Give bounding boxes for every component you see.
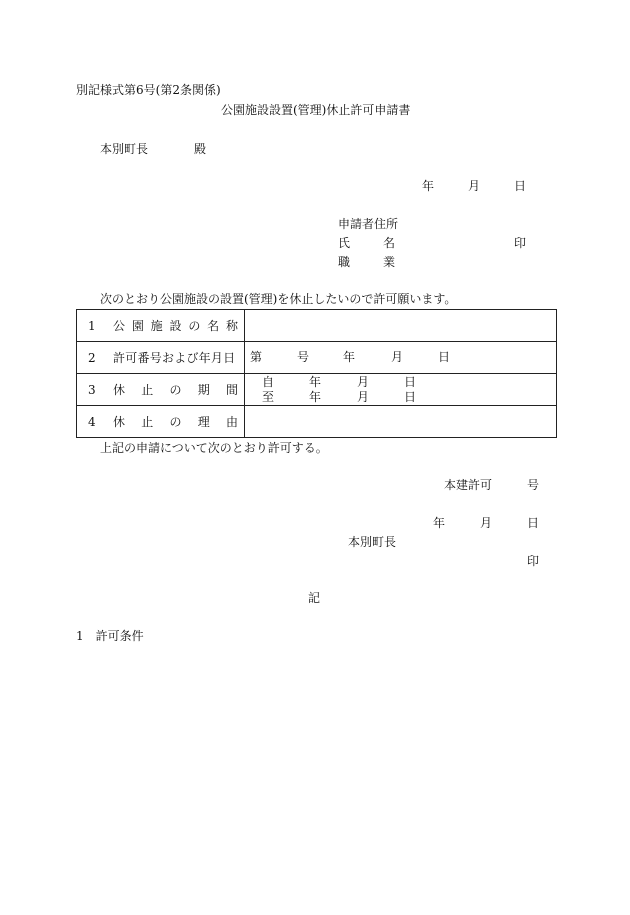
period-to-day: 日 — [404, 390, 417, 404]
period-to-month: 月 — [357, 390, 370, 404]
row-number: 4 — [88, 414, 96, 429]
label-char: 理 — [197, 414, 210, 429]
form-reference: 別記様式第6号(第2条関係) — [76, 83, 221, 97]
permit-year: 年 — [343, 350, 356, 364]
label-char: 由 — [225, 414, 238, 429]
mayor-name: 本別町長 — [348, 535, 397, 549]
label-char: 称 — [225, 318, 238, 333]
permit-go: 号 — [297, 350, 310, 364]
permit-month: 月 — [391, 350, 404, 364]
label-char: 止 — [141, 414, 154, 429]
period-from-prefix: 自 — [262, 375, 275, 389]
table-row — [77, 310, 557, 342]
label-char: 休 — [113, 414, 126, 429]
date-month: 月 — [468, 179, 481, 193]
label-char: 間 — [225, 382, 238, 397]
period-to-prefix: 至 — [262, 390, 275, 404]
approval-date-day: 日 — [527, 516, 540, 530]
row-label-text — [113, 384, 238, 396]
label-char: 名 — [207, 318, 220, 333]
mayor-seal: 印 — [527, 554, 540, 568]
approval-date-year: 年 — [433, 516, 446, 530]
addressee-name: 本別町長 — [100, 142, 149, 156]
applicant-occupation-char-2: 業 — [383, 255, 396, 269]
table-row — [77, 342, 557, 374]
row-label — [77, 406, 245, 438]
period-from-year: 年 — [309, 375, 322, 389]
applicant-address-label: 申請者住所 — [338, 217, 399, 231]
row-number: 3 — [88, 382, 96, 397]
applicant-name-char-1: 氏 — [338, 236, 351, 250]
label-char: 設 — [169, 318, 182, 333]
suspension-reason-field[interactable] — [245, 406, 557, 438]
label-char: 休 — [113, 382, 126, 397]
table-row — [77, 406, 557, 438]
permit-conditions-heading: 1 許可条件 — [76, 629, 144, 643]
table-row — [77, 374, 557, 406]
label-char: の — [169, 414, 182, 429]
label-char: 園 — [131, 318, 144, 333]
document-title: 公園施設設置(管理)休止許可申請書 — [221, 103, 411, 117]
row-label-text — [113, 320, 238, 332]
applicant-occupation-char-1: 職 — [338, 255, 351, 269]
row-label — [77, 310, 245, 342]
intro-text: 次のとおり公園施設の設置(管理)を休止したいので許可願います。 — [100, 292, 457, 306]
park-facility-name-field[interactable] — [245, 310, 557, 342]
label-char: の — [169, 382, 182, 397]
row-label-text — [113, 416, 238, 428]
applicant-name-char-2: 名 — [383, 236, 396, 250]
row-label — [77, 374, 245, 406]
row-number: 2 — [88, 350, 96, 365]
date-day: 日 — [514, 179, 527, 193]
permit-day: 日 — [438, 350, 451, 364]
permit-number-go: 号 — [527, 478, 540, 492]
permit-dai: 第 — [250, 350, 263, 364]
period-to-year: 年 — [309, 390, 322, 404]
suspension-period-field[interactable] — [245, 374, 557, 406]
permit-number-date-field[interactable] — [245, 342, 557, 374]
row-label-text: 許可番号および年月日 — [113, 350, 236, 365]
date-year: 年 — [422, 179, 435, 193]
label-char: の — [188, 318, 201, 333]
row-label — [77, 342, 245, 374]
approval-date-month: 月 — [480, 516, 493, 530]
row-number: 1 — [88, 318, 96, 333]
applicant-seal: 印 — [514, 236, 527, 250]
application-table — [76, 309, 557, 438]
ki-heading: 記 — [308, 591, 321, 605]
period-from-month: 月 — [357, 375, 370, 389]
approval-text: 上記の申請について次のとおり許可する。 — [100, 441, 328, 455]
permit-number-label: 本建許可 — [444, 478, 493, 492]
addressee-honorific: 殿 — [194, 142, 207, 156]
label-char: 施 — [150, 318, 163, 333]
label-char: 公 — [113, 318, 126, 333]
period-from-day: 日 — [404, 375, 417, 389]
label-char: 止 — [141, 382, 154, 397]
label-char: 期 — [197, 382, 210, 397]
